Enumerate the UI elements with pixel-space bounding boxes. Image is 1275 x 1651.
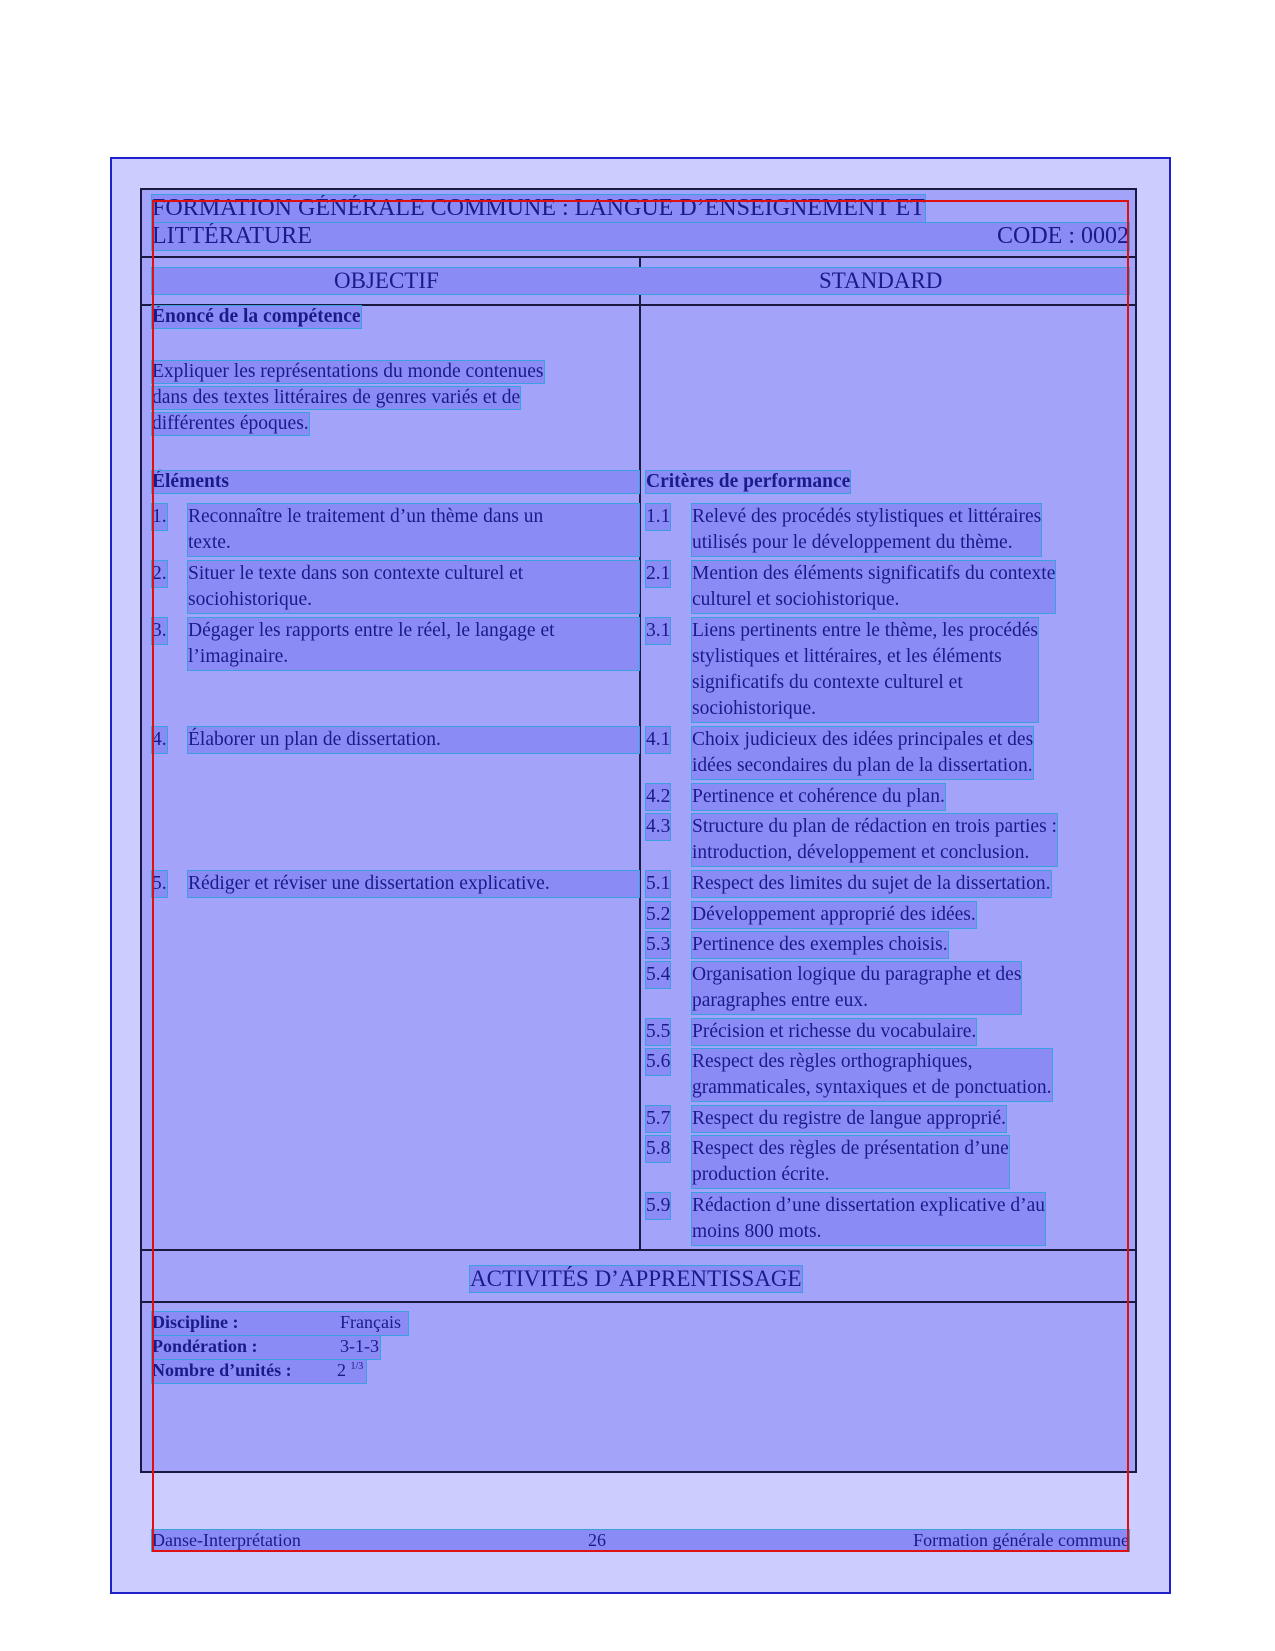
criterion-line: utilisés pour le développement du thème. xyxy=(692,532,1013,553)
criterion-line: moins 800 mots. xyxy=(692,1221,822,1242)
element-text xyxy=(188,618,639,670)
competence-heading: Énoncé de la compétence xyxy=(152,306,361,327)
criterion-number: 5.1 xyxy=(646,871,670,897)
divider xyxy=(140,1301,1137,1303)
column-divider xyxy=(639,256,641,1249)
criterion-text xyxy=(692,932,948,958)
criterion-number: 5.4 xyxy=(646,962,670,988)
criterion-text xyxy=(692,504,1041,556)
element-number: 3. xyxy=(152,618,167,644)
criterion-line: Pertinence des exemples choisis. xyxy=(692,934,948,955)
criterion-line: Précision et richesse du vocabulaire. xyxy=(692,1021,977,1042)
criterion-line: Respect du registre de langue approprié. xyxy=(692,1108,1007,1129)
criterion-number: 5.8 xyxy=(646,1136,670,1162)
criterion-number: 4.1 xyxy=(646,727,670,753)
criterion-number: 4.2 xyxy=(646,784,670,810)
page-title-line2 xyxy=(152,223,1129,250)
criterion-line: introduction, développement et conclusion. xyxy=(692,842,1030,863)
criterion-line: Respect des règles de présentation d’une xyxy=(692,1138,1009,1159)
criterion-line: Pertinence et cohérence du plan. xyxy=(692,786,945,807)
element-line: texte. xyxy=(188,532,231,553)
element-number: 4. xyxy=(152,727,167,753)
criterion-number: 4.3 xyxy=(646,814,670,840)
column-header-objectif: OBJECTIF xyxy=(334,268,439,293)
page-title-line1: FORMATION GÉNÉRALE COMMUNE : LANGUE D’ENSEIGNEMENT ET xyxy=(152,195,925,221)
page-footer xyxy=(152,1530,1129,1551)
criterion-line: Relevé des procédés stylistiques et littéraires xyxy=(692,506,1042,527)
criterion-text xyxy=(692,902,976,928)
criterion-text xyxy=(692,561,1055,613)
activities-heading: ACTIVITÉS D’APPRENTISSAGE xyxy=(470,1266,802,1291)
unites-label: Nombre d’unités : xyxy=(152,1360,292,1380)
criterion-line: Choix judicieux des idées principales et des xyxy=(692,729,1034,750)
criterion-text xyxy=(692,727,1033,779)
criterion-line: Développement approprié des idées. xyxy=(692,904,976,925)
element-line: sociohistorique. xyxy=(188,589,313,610)
column-header-bar xyxy=(152,268,1129,294)
criterion-line: Respect des limites du sujet de la dissertation. xyxy=(692,873,1051,894)
element-line: Dégager les rapports entre le réel, le langage et xyxy=(188,620,555,641)
divider xyxy=(140,1249,1137,1251)
competence-line-2: dans des textes littéraires de genres variés et de xyxy=(152,387,521,408)
criterion-text xyxy=(692,1136,1009,1188)
competence-line-3: différentes époques. xyxy=(152,413,309,434)
criterion-text xyxy=(692,871,1051,897)
criterion-line: stylistiques et littéraires, et les éléments xyxy=(692,646,1002,667)
criterion-line: culturel et sociohistorique. xyxy=(692,589,900,610)
footer-section: Formation générale commune xyxy=(913,1530,1129,1550)
criterion-line: Rédaction d’une dissertation explicative d’au xyxy=(692,1195,1046,1216)
criterion-number: 2.1 xyxy=(646,561,670,587)
course-code: CODE : 0002 xyxy=(997,223,1129,249)
criterion-line: Liens pertinents entre le thème, les procédés xyxy=(692,620,1038,641)
criterion-line: Mention des éléments significatifs du contexte xyxy=(692,563,1056,584)
competence-line-1: Expliquer les représentations du monde contenues xyxy=(152,361,544,382)
criterion-line: grammaticales, syntaxiques et de ponctuation. xyxy=(692,1077,1052,1098)
unites-fraction: 1/3 xyxy=(350,1361,364,1372)
element-line: Rédiger et réviser une dissertation explicative. xyxy=(188,873,550,894)
element-line: Élaborer un plan de dissertation. xyxy=(188,729,441,750)
criterion-text xyxy=(692,814,1057,866)
column-header-standard: STANDARD xyxy=(819,268,943,293)
criterion-number: 5.3 xyxy=(646,932,670,958)
ponderation-value: 3-1-3 xyxy=(340,1336,379,1356)
criterion-number: 5.7 xyxy=(646,1106,670,1132)
criterion-text xyxy=(692,1019,976,1045)
ponderation-label: Pondération : xyxy=(152,1336,258,1356)
criterion-line: production écrite. xyxy=(692,1164,830,1185)
criteria-heading: Critères de performance xyxy=(646,471,851,492)
unites-whole: 2 xyxy=(337,1360,346,1380)
criterion-number: 5.9 xyxy=(646,1193,670,1219)
element-number: 2. xyxy=(152,561,167,587)
criterion-text xyxy=(692,618,1038,722)
footer-page-number: 26 xyxy=(588,1530,606,1550)
unites-value xyxy=(337,1360,363,1381)
unites-row xyxy=(152,1360,366,1383)
ponderation-row xyxy=(152,1336,380,1359)
element-line: Situer le texte dans son contexte culturel et xyxy=(188,563,524,584)
criterion-number: 5.2 xyxy=(646,902,670,928)
element-number: 5. xyxy=(152,871,167,897)
element-text xyxy=(188,871,639,897)
element-line: Reconnaître le traitement d’un thème dans un xyxy=(188,506,544,527)
discipline-value: Français xyxy=(340,1312,401,1332)
criterion-line: paragraphes entre eux. xyxy=(692,990,868,1011)
discipline-row xyxy=(152,1312,408,1335)
criterion-line: sociohistorique. xyxy=(692,698,817,719)
criterion-line: idées secondaires du plan de la dissertation. xyxy=(692,755,1033,776)
element-text xyxy=(188,727,639,753)
criterion-text xyxy=(692,1049,1052,1101)
criterion-line: significatifs du contexte culturel et xyxy=(692,672,963,693)
element-number: 1. xyxy=(152,504,167,530)
criterion-number: 1.1 xyxy=(646,504,670,530)
element-text xyxy=(188,504,639,556)
criterion-line: Organisation logique du paragraphe et des xyxy=(692,964,1022,985)
criterion-text xyxy=(692,1193,1045,1245)
elements-heading: Éléments xyxy=(152,471,639,493)
criterion-line: Respect des règles orthographiques, xyxy=(692,1051,973,1072)
discipline-label: Discipline : xyxy=(152,1312,239,1332)
page-title-line2-text: LITTÉRATURE xyxy=(152,223,312,249)
criterion-text xyxy=(692,784,945,810)
footer-program: Danse-Interprétation xyxy=(152,1530,301,1550)
criterion-line: Structure du plan de rédaction en trois parties : xyxy=(692,816,1057,837)
element-line: l’imaginaire. xyxy=(188,646,289,667)
criterion-number: 5.6 xyxy=(646,1049,670,1075)
criterion-text xyxy=(692,962,1021,1014)
element-text xyxy=(188,561,639,613)
criterion-number: 5.5 xyxy=(646,1019,670,1045)
criterion-text xyxy=(692,1106,1006,1132)
criterion-number: 3.1 xyxy=(646,618,670,644)
